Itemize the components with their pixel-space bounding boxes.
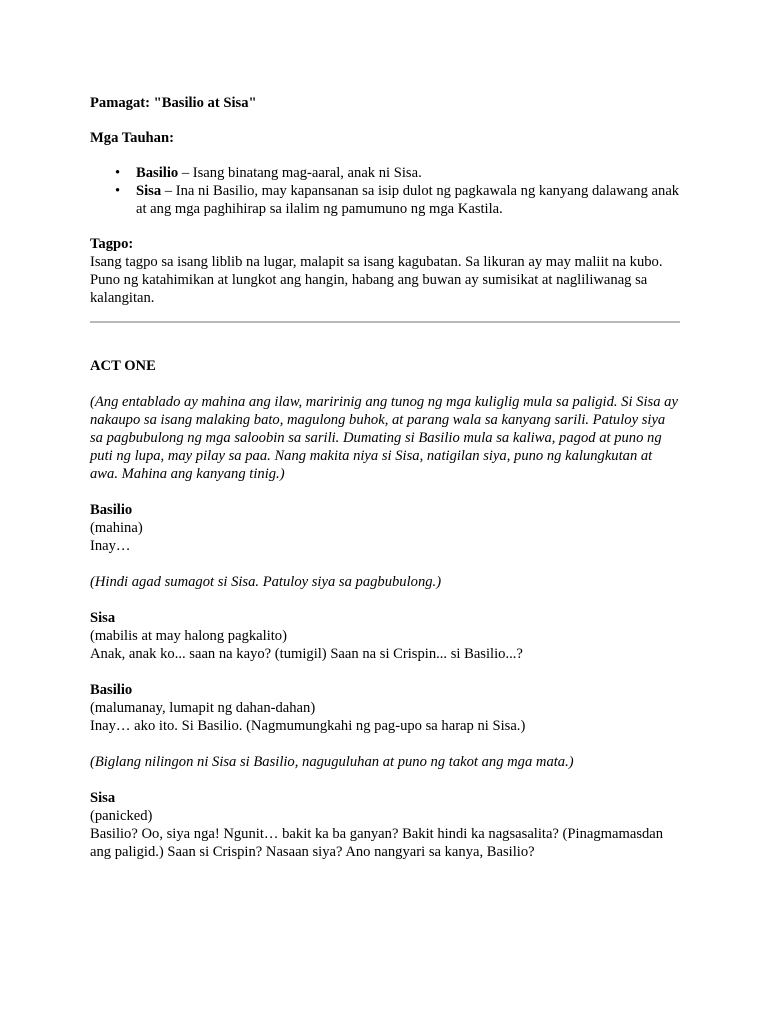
dialogue-block — [90, 681, 680, 735]
setting-text: Isang tagpo sa isang liblib na lugar, malapit sa isang kagubatan. Sa likuran ay may maliit na kubo. Puno ng katahimikan at lungkot ang hangin, habang ang buwan ay sumisikat at nagliliwanag sa kalangitan. — [90, 254, 663, 306]
dialogue-block — [90, 609, 680, 663]
script-document — [90, 94, 680, 879]
list-item — [115, 164, 680, 182]
bullet-icon: • — [115, 183, 121, 199]
speaker-name: Sisa — [90, 610, 116, 626]
parenthetical-direction: (panicked) — [90, 808, 153, 824]
parenthetical-direction: (mahina) — [90, 520, 143, 536]
document-title: Pamagat: "Basilio at Sisa" — [90, 95, 257, 111]
character-name: Basilio — [136, 165, 179, 181]
speaker-name: Basilio — [90, 682, 133, 698]
list-item — [115, 182, 680, 218]
parenthetical-direction: (malumanay, lumapit ng dahan-dahan) — [90, 700, 316, 716]
character-description: – Ina ni Basilio, may kapansanan sa isip dulot ng pagkawala ng kanyang dalawang anak at ang mga paghihirap sa ilalim ng pamumuno ng mga Kastila. — [136, 183, 680, 217]
character-description: – Isang binatang mag-aaral, anak ni Sisa. — [178, 165, 422, 181]
setting-heading: Tagpo: — [90, 236, 134, 252]
characters-list — [90, 164, 680, 218]
stage-direction: (Biglang nilingon ni Sisa si Basilio, naguguluhan at puno ng takot ang mga mata.) — [90, 754, 574, 770]
section-divider — [90, 321, 680, 323]
character-name: Sisa — [136, 183, 162, 199]
speaker-name: Sisa — [90, 790, 116, 806]
dialogue-block — [90, 789, 680, 861]
bullet-icon: • — [115, 165, 121, 181]
dialogue-block — [90, 501, 680, 555]
act-heading: ACT ONE — [90, 358, 156, 374]
stage-direction: (Ang entablado ay mahina ang ilaw, maririnig ang tunog ng mga kuliglig mula sa paligid. Si Sisa ay nakaupo sa isang malaking bato, magulong buhok, at parang wala sa kanyang sarili. Patuloy siya sa pagbubulong ng mga saloobin sa sarili. Dumating si Basilio mula sa kaliwa, pagod at puno ng puti ng lupa, may pilay sa paa. Nang makita niya si Sisa, natigilan siya, puno ng kalungkutan at awa. Mahina ang kanyang tinig.) — [90, 394, 678, 482]
dialogue-line: Basilio? Oo, siya nga! Ngunit… bakit ka ba ganyan? Bakit hindi ka nagsasalita? (Pinagmamasdan ang paligid.) Saan si Crispin? Nasaan siya? Ano nangyari sa kanya, Basilio? — [90, 826, 664, 860]
stage-direction: (Hindi agad sumagot si Sisa. Patuloy siya sa pagbubulong.) — [90, 574, 442, 590]
characters-heading: Mga Tauhan: — [90, 130, 174, 146]
parenthetical-direction: (mabilis at may halong pagkalito) — [90, 628, 287, 644]
dialogue-line: Inay… ako ito. Si Basilio. (Nagmumungkahi ng pag-upo sa harap ni Sisa.) — [90, 718, 526, 734]
dialogue-line: Anak, anak ko... saan na kayo? (tumigil) Saan na si Crispin... si Basilio...? — [90, 646, 523, 662]
setting-section — [90, 235, 680, 307]
speaker-name: Basilio — [90, 502, 133, 518]
dialogue-line: Inay… — [90, 538, 131, 554]
